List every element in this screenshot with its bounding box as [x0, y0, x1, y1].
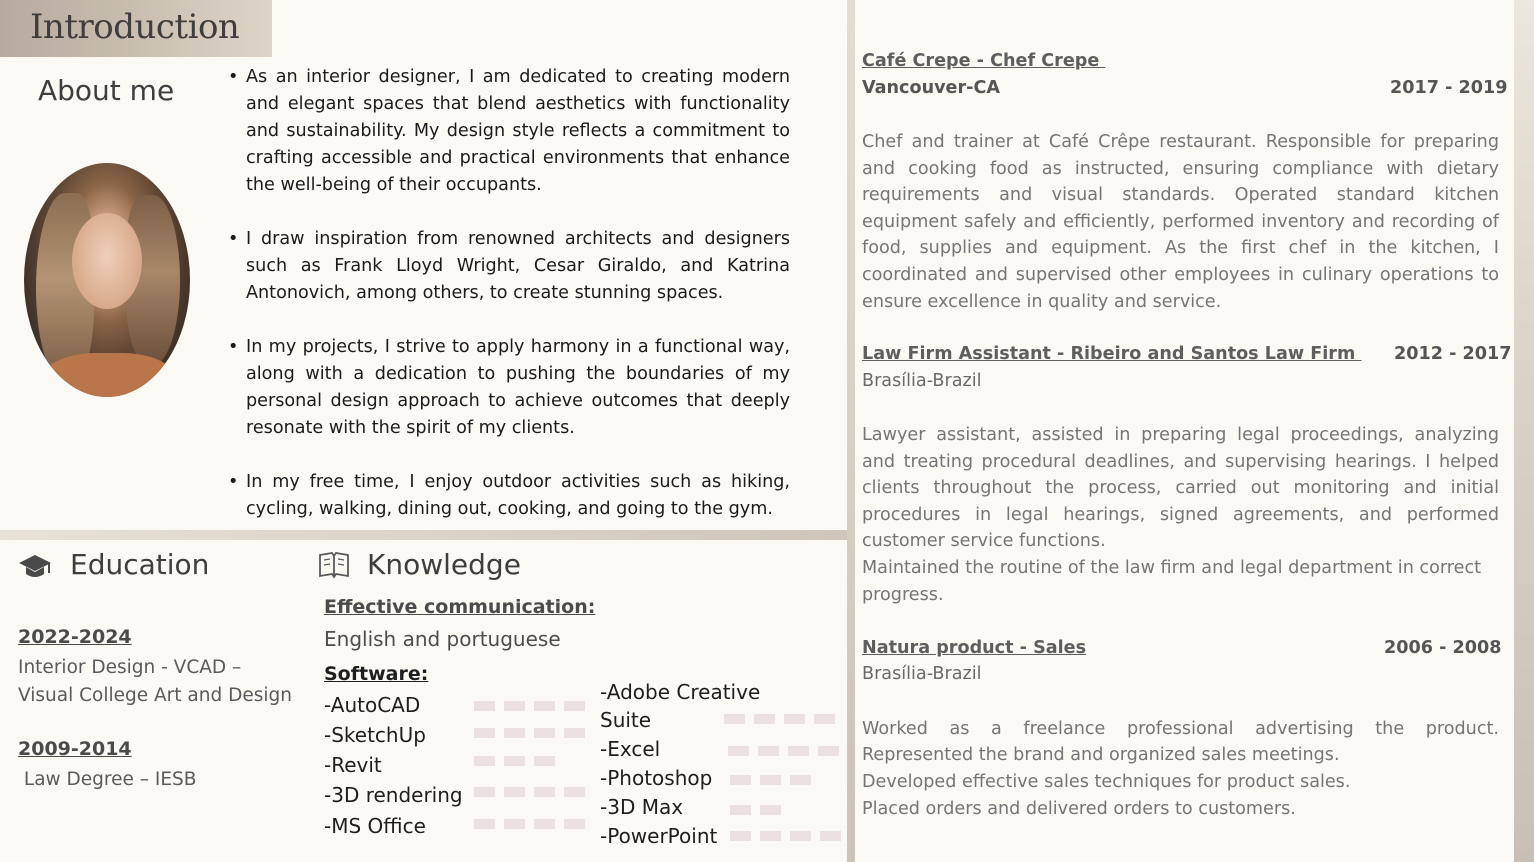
- skill-dot-filled: [790, 831, 811, 841]
- job-description: Chef and trainer at Café Crêpe restaurant. Responsible for preparing and cooking food as instructed, ensuring compliance with dietary requirements and visual standards. Operated standard kitchen equipment safely and efficiently, performed inventory and recording of food, supplies and equipment. As the first chef in the kitchen, I coordinated and supervised other employees in culinary operations to ensure excellence in quality and service.: [862, 132, 1499, 312]
- software-item: -3D rendering: [324, 783, 463, 807]
- job-description: Lawyer assistant, assisted in preparing legal proceedings, analyzing and treating procedural deadlines, and supervising hearings. I helped clients throughout the process, carried out monitoring and initial procedures in legal hearings, signed agreements, and performed customer service functions.: [862, 425, 1499, 552]
- about-me-heading: About me: [38, 74, 175, 107]
- skill-dot-filled: [760, 831, 781, 841]
- job-description: Developed effective sales techniques for product sales.: [862, 772, 1351, 792]
- about-me-paragraph: • In my free time, I enjoy outdoor activities such as hiking, cycling, walking, dining out, cooking, and going to the gym.: [246, 469, 790, 523]
- job-dates: 2012 - 2017: [1394, 344, 1512, 364]
- skill-dot-filled: [818, 746, 839, 756]
- skill-dot-filled: [534, 819, 555, 829]
- skill-level: [730, 831, 841, 841]
- languages-text: English and portuguese: [324, 627, 561, 651]
- job-description: Worked as a freelance professional advertising the product.: [862, 719, 1499, 739]
- profile-photo: [24, 163, 190, 397]
- job-location: Brasília-Brazil: [862, 664, 982, 684]
- job-title: Natura product - Sales: [862, 638, 1087, 658]
- about-me-paragraph: • As an interior designer, I am dedicated to creating modern and elegant spaces that blend aesthetics with functionality and sustainability. My design style reflects a commitment to crafting accessible and practical environments that enhance the well-being of their occupants.: [246, 64, 790, 199]
- software-item: -3D Max: [600, 795, 684, 819]
- skill-dot-filled: [474, 756, 495, 766]
- skill-dot-empty: [564, 756, 585, 766]
- education-years: 2009-2014: [18, 738, 132, 760]
- job-dates: 2017 - 2019: [1390, 78, 1508, 98]
- education-school: Visual College Art and Design: [18, 685, 292, 706]
- skill-dot-filled: [504, 819, 525, 829]
- skill-level: [474, 728, 585, 738]
- skill-level: [730, 805, 841, 815]
- software-item: -Revit: [324, 753, 382, 777]
- software-item: -Adobe Creative: [600, 680, 761, 704]
- skill-level: [724, 714, 835, 724]
- skill-level: [474, 819, 585, 829]
- skill-dot-filled: [534, 701, 555, 711]
- about-me-paragraph: • In my projects, I strive to apply harmony in a functional way, along with a dedication to pushing the boundaries of my personal design approach to achieve outcomes that deeply resonate with the spirit of my clients.: [246, 334, 790, 442]
- education-heading: Education: [70, 548, 210, 581]
- skill-dot-filled: [504, 756, 525, 766]
- software-item: Suite: [600, 708, 652, 732]
- skill-dot-filled: [724, 714, 745, 724]
- skill-dot-filled: [474, 819, 495, 829]
- skill-level: [730, 775, 841, 785]
- skill-dot-filled: [564, 819, 585, 829]
- section-divider: [0, 530, 847, 540]
- skill-level: [474, 756, 585, 766]
- skill-dot-filled: [730, 831, 751, 841]
- education-degree: Law Degree – IESB: [18, 769, 197, 790]
- job-title: Law Firm Assistant - Ribeiro and Santos Law Firm: [862, 344, 1362, 364]
- software-item: -Photoshop: [600, 766, 713, 790]
- skill-level: [474, 787, 585, 797]
- page-edge: [1514, 0, 1534, 862]
- education-years: 2022-2024: [18, 626, 132, 648]
- skill-dot-filled: [728, 746, 749, 756]
- skill-dot-filled: [474, 787, 495, 797]
- software-item: -Excel: [600, 737, 661, 761]
- about-me-paragraph: • I draw inspiration from renowned architects and designers such as Frank Lloyd Wright, Cesar Giraldo, and Katrina Antonovich, among others, to create stunning spaces.: [246, 226, 790, 307]
- column-divider: [847, 0, 855, 862]
- skill-dot-filled: [784, 714, 805, 724]
- skill-dot-filled: [820, 831, 841, 841]
- skill-dot-filled: [504, 787, 525, 797]
- skill-dot-empty: [820, 805, 841, 815]
- skill-level: [728, 746, 839, 756]
- software-item: -MS Office: [324, 814, 426, 838]
- knowledge-heading: Knowledge: [367, 548, 521, 581]
- skill-dot-filled: [790, 775, 811, 785]
- job-location: Vancouver-CA: [862, 78, 1001, 98]
- software-label: Software:: [324, 663, 429, 685]
- skill-dot-filled: [534, 728, 555, 738]
- skill-dot-filled: [730, 805, 751, 815]
- software-item: -PowerPoint: [600, 824, 718, 848]
- skill-dot-filled: [504, 728, 525, 738]
- intro-title: Introduction: [30, 7, 240, 47]
- skill-dot-filled: [788, 746, 809, 756]
- job-dates: 2006 - 2008: [1384, 638, 1502, 658]
- skill-dot-filled: [504, 701, 525, 711]
- skill-dot-filled: [564, 728, 585, 738]
- job-title: Café Crepe - Chef Crepe: [862, 51, 1106, 71]
- graduation-cap-icon: [18, 549, 52, 583]
- education-degree: Interior Design - VCAD –: [18, 657, 242, 678]
- skill-dot-filled: [760, 775, 781, 785]
- skill-dot-empty: [790, 805, 811, 815]
- software-item: -AutoCAD: [324, 693, 421, 717]
- job-description: Placed orders and delivered orders to customers.: [862, 799, 1296, 819]
- open-book-icon: [318, 550, 350, 580]
- skill-dot-filled: [754, 714, 775, 724]
- skill-dot-filled: [760, 805, 781, 815]
- skill-dot-filled: [474, 728, 495, 738]
- skill-dot-empty: [820, 775, 841, 785]
- skill-dot-filled: [534, 787, 555, 797]
- skill-dot-filled: [758, 746, 779, 756]
- skill-level: [474, 701, 585, 711]
- skill-dot-filled: [564, 787, 585, 797]
- skill-dot-filled: [730, 775, 751, 785]
- skill-dot-filled: [534, 756, 555, 766]
- communication-label: Effective communication:: [324, 596, 596, 618]
- software-item: -SketchUp: [324, 723, 426, 747]
- skill-dot-filled: [474, 701, 495, 711]
- job-description: Maintained the routine of the law firm and legal department in correct progress.: [862, 558, 1482, 605]
- job-location: Brasília-Brazil: [862, 371, 982, 391]
- skill-dot-filled: [564, 701, 585, 711]
- skill-dot-filled: [814, 714, 835, 724]
- about-me-list: [246, 64, 790, 550]
- job-description: Represented the brand and organized sales meetings.: [862, 745, 1340, 765]
